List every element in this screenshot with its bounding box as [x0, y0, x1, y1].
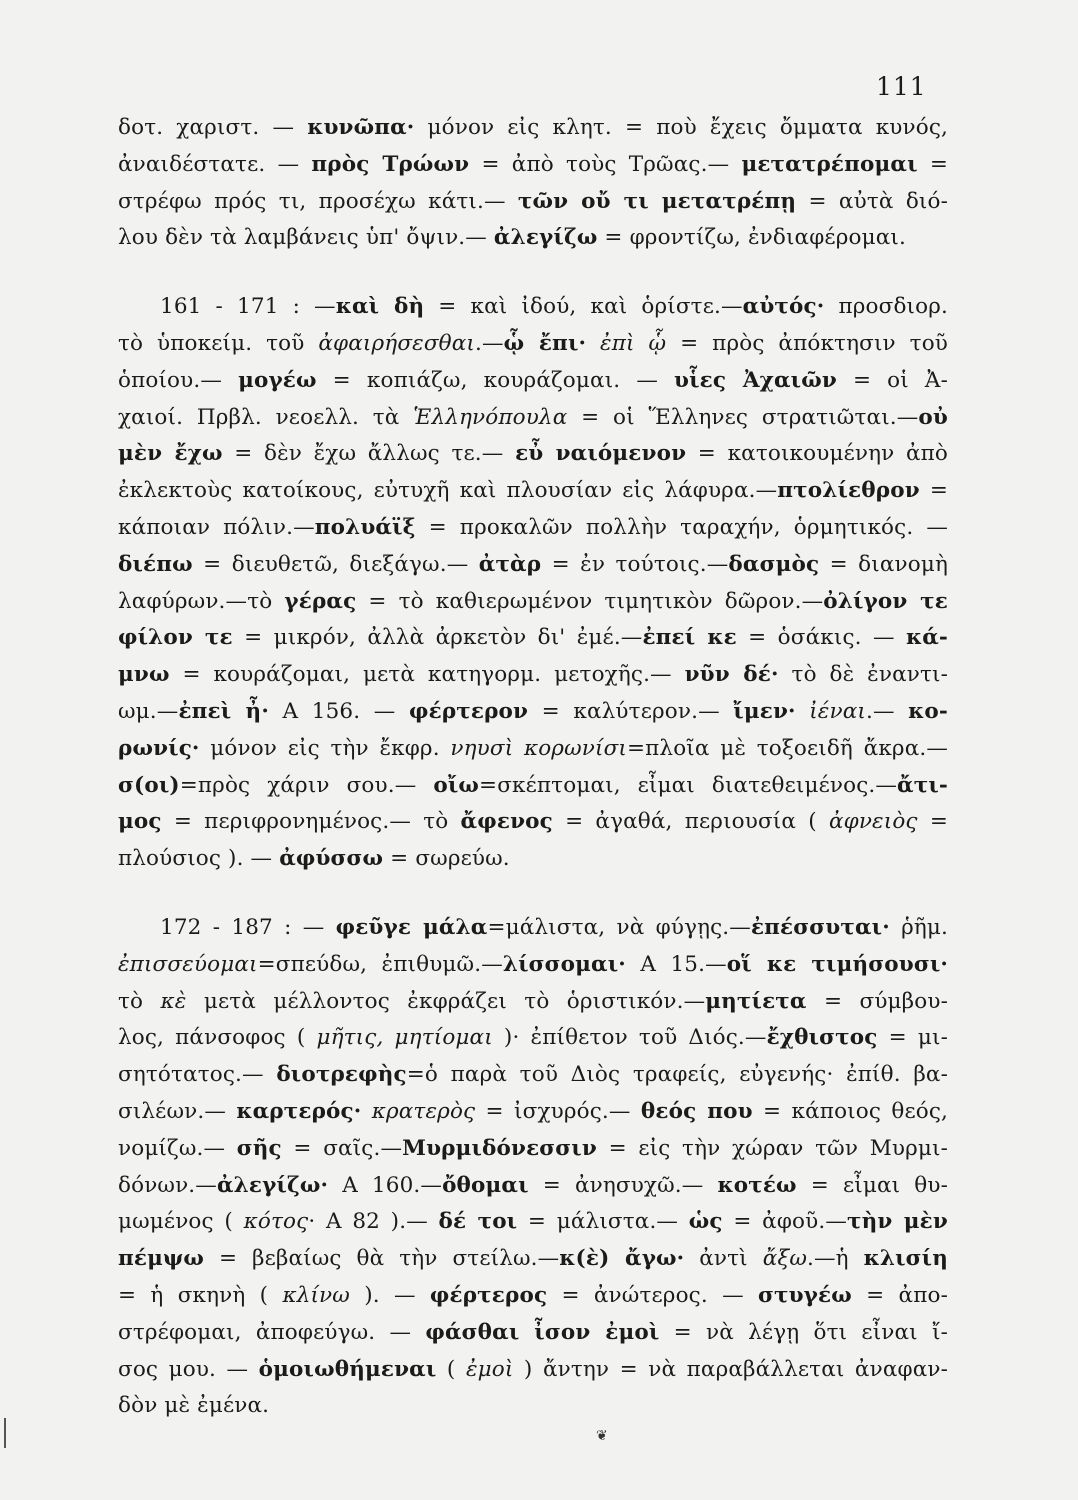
text-line: λαφύρων.—τὸ γέρας = τὸ καθιερωμένον τιμητικὸν δῶρον.—ὀλίγον τε: [118, 588, 948, 614]
text-line: στρέφω πρός τι, προσέχω κάτι.— τῶν οὔ τι μετατρέπῃ = αὐτὰ διό-: [118, 188, 949, 214]
text-line: ρωνίς· μόνον εἰς τὴν ἔκφρ. νηυσὶ κορωνίσι=πλοῖα μὲ τοξοειδῆ ἄκρα.—: [118, 735, 948, 761]
text-line: δὸν μὲ ἐμένα.: [118, 1393, 270, 1419]
text-line: σος μου. — ὁμοιωθήμεναι ( ἐμοὶ ) ἄντην = νὰ παραβάλλεται ἀναφαν-: [118, 1356, 948, 1382]
text-line: τὸ ὑποκείμ. τοῦ ἀφαιρήσεσθαι.—ᾧ ἔπι· ἐπὶ ᾧ = πρὸς ἀπόκτησιν τοῦ: [118, 330, 949, 356]
text-line: χαιοί. Πρβλ. νεοελλ. τὰ Ἑλληνόπουλα = οἱ Ἕλληνες στρατιῶται.—οὐ: [118, 404, 948, 430]
text-line: ωμ.—ἐπεὶ ἦ· Α 156. — φέρτερον = καλύτερον.— ἴμεν· ἰέναι.— κο-: [118, 698, 949, 724]
text-line: ἐπισσεύομαι=σπεύδω, ἐπιθυμῶ.—λίσσομαι· Α 15.—οἵ κε τιμήσουσι·: [118, 951, 949, 977]
text-line: πέμψω = βεβαίως θὰ τὴν στείλω.—κ(ὲ) ἄγω· ἀντὶ ἄξω.—ἡ κλισίη: [118, 1246, 949, 1272]
printer-ornament: ❦: [596, 1428, 608, 1444]
text-line: λος, πάνσοφος ( μῆτις, μητίομαι )· ἐπίθετον τοῦ Διός.—ἔχθιστος = μι-: [118, 1025, 948, 1051]
text-line: διέπω = διευθετῶ, διεξάγω.— ἀτὰρ = ἐν τούτοις.—δασμὸς = διανομὴ: [118, 551, 948, 577]
paragraph-2: [118, 289, 948, 878]
text-line: δοτ. χαριστ. — κυνῶπα· μόνον εἰς κλητ. = ποὺ ἔχεις ὄμματα κυνός,: [118, 115, 949, 140]
text-line: 172 - 187 : — φεῦγε μάλα=μάλιστα, νὰ φύγῃς.—ἐπέσσυται· ῥῆμ.: [160, 914, 949, 940]
text-line: δόνων.—ἀλεγίζω· Α 160.—ὄθομαι = ἀνησυχῶ.— κοτέω = εἶμαι θυ-: [118, 1172, 948, 1198]
text-line: ὁποίου.— μογέω = κοπιάζω, κουράζομαι. — υἷες Ἀχαιῶν = οἱ Ἀ-: [118, 367, 948, 393]
text-line: στρέφομαι, ἀποφεύγω. — φάσθαι ἶσον ἐμοὶ = νὰ λέγῃ ὅτι εἶναι ἴ-: [118, 1319, 948, 1345]
text-line: τὸ κὲ μετὰ μέλλοντος ἐκφράζει τὸ ὁριστικόν.—μητίετα = σύμβου-: [118, 988, 948, 1014]
text-line: νομίζω.— σῆς = σαῖς.—Μυρμιδόνεσσιν = εἰς τὴν χώραν τῶν Μυρμι-: [118, 1135, 948, 1161]
text-line: σητότατος.— διοτρεφὴς=ὁ παρὰ τοῦ Διὸς τραφείς, εὐγενής· ἐπίθ. βα-: [118, 1062, 948, 1088]
text-line: μος = περιφρονημένος.— τὸ ἄφενος = ἀγαθά, περιουσία ( ἀφνειὸς =: [118, 809, 948, 835]
text-line: σιλέων.— καρτερός· κρατερὸς = ἰσχυρός.— θεός που = κάποιος θεός,: [118, 1098, 948, 1124]
text-line: κάποιαν πόλιν.—πολυάϊξ = προκαλῶν πολλὴν ταραχήν, ὁρμητικός. —: [118, 514, 948, 540]
text-line: λου δὲν τὰ λαμβάνεις ὑπ' ὄψιν.— ἀλεγίζω = φροντίζω, ἐνδιαφέρομαι.: [118, 225, 906, 251]
scan-edge-mark: [4, 1418, 6, 1448]
text-line: ἀναιδέστατε. — πρὸς Τρώων = ἀπὸ τοὺς Τρῶας.— μετατρέπομαι =: [118, 151, 949, 177]
text-line: φίλον τε = μικρόν, ἀλλὰ ἀρκετὸν δι' ἐμέ.—ἐπεί κε = ὁσάκις. — κά-: [118, 625, 949, 651]
text-line: μὲν ἔχω = δὲν ἔχω ἄλλως τε.— εὖ ναιόμενον = κατοικουμένην ἀπὸ: [118, 441, 948, 467]
paragraph-1: [118, 110, 948, 257]
text-line: = ἡ σκηνὴ ( κλίνω ). — φέρτερος = ἀνώτερος. — στυγέω = ἀπο-: [118, 1282, 949, 1308]
text-line: 161 - 171 : —καὶ δὴ = καὶ ἰδού, καὶ ὁρίστε.—αὐτός· προσδιορ.: [160, 294, 949, 320]
text-line: μωμένος ( κότος· Α 82 ).— δέ τοι = μάλιστα.— ὡς = ἀφοῦ.—τὴν μὲν: [118, 1209, 948, 1235]
text-line: ἐκλεκτοὺς κατοίκους, εὐτυχῆ καὶ πλουσίαν εἰς λάφυρα.—πτολίεθρον =: [118, 478, 948, 504]
text-line: σ(οι)=πρὸς χάριν σου.— οἴω=σκέπτομαι, εἶμαι διατεθειμένος.—ἄτι-: [118, 772, 948, 798]
paragraph-3: [118, 910, 948, 1425]
text-line: μνω = κουράζομαι, μετὰ κατηγορμ. μετοχῆς.— νῦν δέ· τὸ δὲ ἐναντι-: [118, 662, 949, 688]
page-number: 111: [876, 72, 927, 101]
text-line: πλούσιος ). — ἀφύσσω = σωρεύω.: [118, 846, 510, 872]
commentary-text: [118, 110, 948, 1425]
